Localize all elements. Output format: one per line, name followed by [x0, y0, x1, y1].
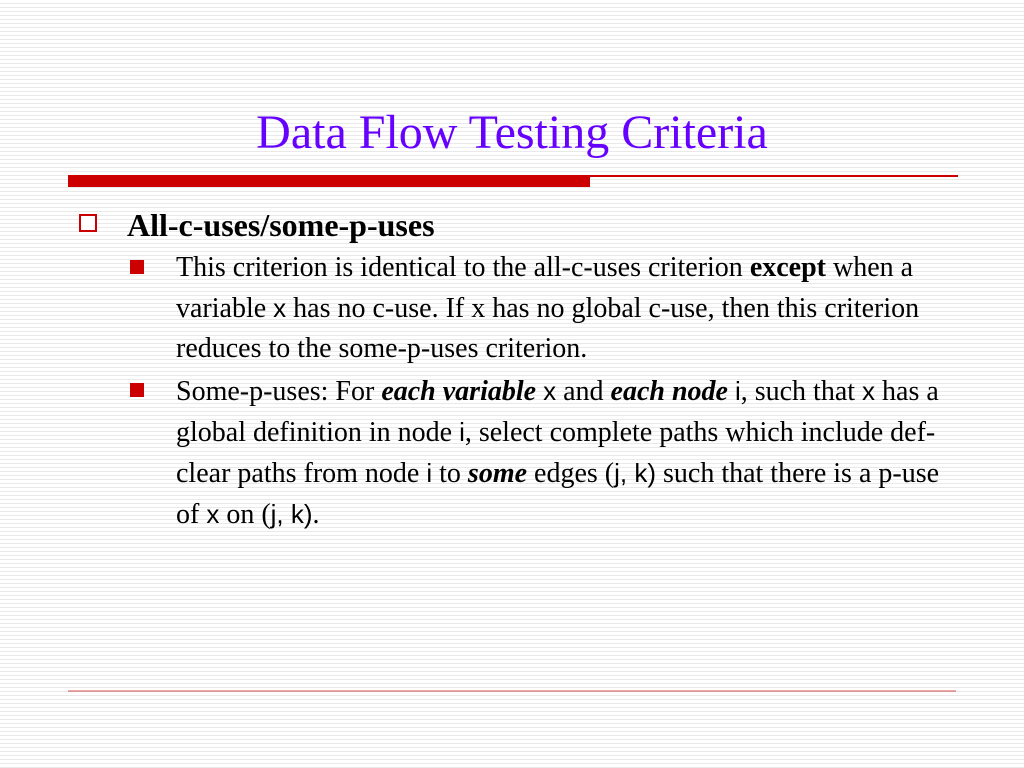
para2-text: , such that — [740, 376, 863, 407]
variable-x: x — [543, 376, 557, 406]
variable-i: i — [734, 376, 741, 406]
variable-x: x — [862, 376, 876, 406]
para2-text: and — [556, 376, 611, 407]
variable-x: x — [273, 293, 287, 323]
para1-text: when a variable — [176, 252, 914, 324]
bullet-level1-text: All-c-uses/some-p-uses — [127, 207, 435, 243]
bullet-level2-paragraph-2 — [176, 371, 956, 535]
para1-emphasis-except: except — [749, 252, 826, 283]
title-underline-thin — [590, 175, 958, 177]
filled-square-icon — [130, 260, 144, 274]
variable-i: i — [426, 458, 433, 488]
para1-text: This criterion is identical to the all-c-uses criterion — [176, 252, 750, 283]
para2-text: edges ( — [527, 458, 615, 489]
para2-text: has a global definition in node — [176, 376, 939, 448]
para2-text: Some-p-uses: For — [176, 376, 382, 407]
title-underline-thick — [68, 175, 590, 187]
variable-edge-jk: j, k) — [614, 458, 656, 488]
para2-text: on ( — [219, 499, 271, 530]
slide-title: Data Flow Testing Criteria — [256, 106, 768, 159]
para2-text — [728, 376, 735, 407]
bullet-level1 — [76, 204, 976, 246]
variable-edge-jk: j, k) — [270, 499, 313, 529]
bullet-level2-paragraph-1 — [176, 248, 956, 369]
para2-text: to — [432, 458, 468, 489]
para2-emphasis-each-variable: each variable — [381, 376, 537, 407]
para2-text: such that there is a p-use of — [176, 458, 940, 530]
para1-text: has no c-use. If x has no global c-use, then this criterion reduces to the some-p-uses criterion. — [176, 293, 920, 364]
slide-body — [76, 204, 976, 537]
para2-text: . — [312, 499, 320, 530]
filled-square-icon — [130, 383, 144, 397]
hollow-square-icon — [79, 214, 97, 232]
para2-emphasis-some: some — [467, 458, 528, 489]
para2-text: , select complete paths which include def-clear paths from node — [176, 417, 936, 489]
variable-i: i — [459, 417, 465, 447]
footer-rule — [68, 690, 956, 692]
variable-x: x — [206, 499, 220, 529]
para2-emphasis-each-node: each node — [610, 376, 728, 407]
